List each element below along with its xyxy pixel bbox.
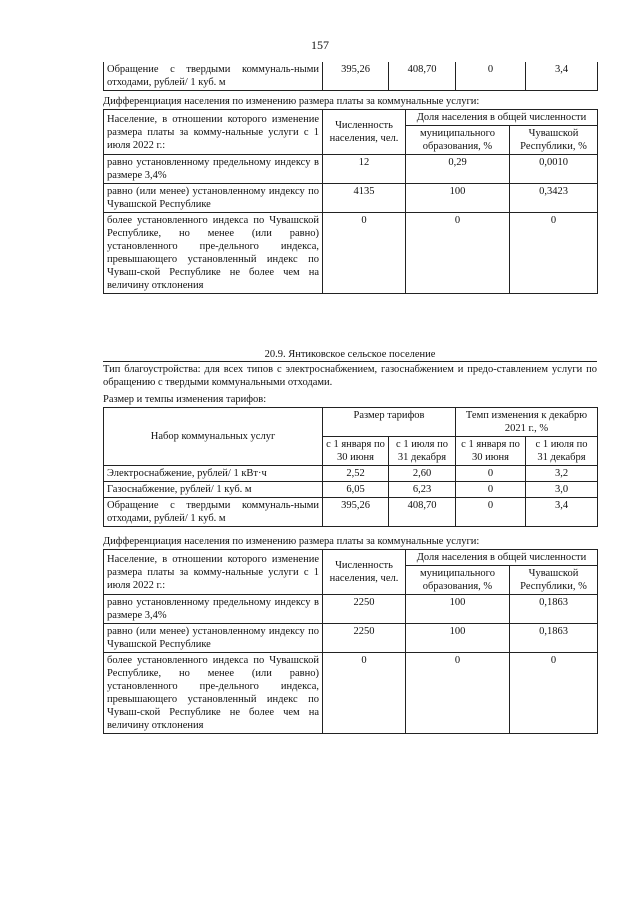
table-header-row — [104, 550, 598, 566]
header-count: Численность населения, чел. — [323, 110, 406, 155]
cell-value: 2,60 — [389, 466, 456, 482]
tariff-table-continuation — [103, 62, 597, 91]
table-row — [104, 595, 598, 624]
cell-value: 100 — [406, 595, 510, 624]
row-label: равно (или менее) установленному индексу по Чувашской Республике — [104, 184, 323, 213]
cell-value: 12 — [323, 155, 406, 184]
row-label: более установленного индекса по Чувашской Республике, но менее (или равно) установленного пре-дельного индекса, превышающего установленный индекс по Чуваш-ской Республике не более чем на величину отклонения — [104, 653, 323, 734]
cell-value: 395,26 — [323, 62, 389, 91]
table-row — [104, 466, 598, 482]
row-label: Газоснабжение, рублей/ 1 куб. м — [104, 482, 323, 498]
table-row — [104, 62, 598, 91]
cell-value: 0,0010 — [510, 155, 598, 184]
diff-heading-2: Дифференциация населения по изменению размера платы за коммунальные услуги: — [103, 536, 480, 547]
cell-value: 0,3423 — [510, 184, 598, 213]
cell-value: 6,05 — [323, 482, 389, 498]
section-title: 20.9. Янтиковское сельское поселение — [103, 348, 597, 362]
cell-value: 2250 — [323, 595, 406, 624]
cell-value: 0 — [323, 213, 406, 294]
cell-value: 0 — [510, 213, 598, 294]
cell-value: 0 — [406, 653, 510, 734]
cell-value: 2,52 — [323, 466, 389, 482]
row-label: Обращение с твердыми коммуналь-ными отходами, рублей/ 1 куб. м — [104, 62, 323, 91]
header-rate: Темп изменения к декабрю 2021 г., % — [456, 408, 598, 437]
header-republic: Чувашской Республики, % — [510, 126, 598, 155]
cell-value: 3,4 — [526, 62, 598, 91]
cell-value: 6,23 — [389, 482, 456, 498]
header-municipal: муниципального образования, % — [406, 126, 510, 155]
row-label: равно (или менее) установленному индексу по Чувашской Республике — [104, 624, 323, 653]
table-row — [104, 498, 598, 527]
diff-table-1 — [103, 109, 597, 294]
cell-value: 3,0 — [526, 482, 598, 498]
header-share: Доля населения в общей численности — [406, 550, 598, 566]
cell-value: 3,4 — [526, 498, 598, 527]
cell-value: 100 — [406, 184, 510, 213]
table-row — [104, 155, 598, 184]
cell-value: 408,70 — [389, 62, 456, 91]
cell-value: 0 — [510, 653, 598, 734]
table-row — [104, 624, 598, 653]
cell-value: 0 — [456, 482, 526, 498]
header-period: с 1 июля по 31 декабря — [389, 437, 456, 466]
cell-value: 0,1863 — [510, 624, 598, 653]
table-header-row — [104, 408, 598, 437]
tariff-table — [103, 407, 597, 527]
cell-value: 395,26 — [323, 498, 389, 527]
header-share: Доля населения в общей численности — [406, 110, 598, 126]
header-republic: Чувашской Республики, % — [510, 566, 598, 595]
cell-value: 3,2 — [526, 466, 598, 482]
header-population: Население, в отношении которого изменение размера платы за комму-нальные услуги с 1 июля 2022 г.: — [104, 550, 323, 595]
header-population: Население, в отношении которого изменение размера платы за комму-нальные услуги с 1 июля 2022 г.: — [104, 110, 323, 155]
table-row — [104, 213, 598, 294]
cell-value: 100 — [406, 624, 510, 653]
row-label: Электроснабжение, рублей/ 1 кВт·ч — [104, 466, 323, 482]
improvement-text: Тип благоустройства: для всех типов с электроснабжением, газоснабжением и предо-ставлением услуги по обращению с твердыми коммунальными отходами. — [103, 364, 597, 388]
table-row — [104, 653, 598, 734]
header-municipal: муниципального образования, % — [406, 566, 510, 595]
page-number: 157 — [311, 38, 329, 52]
cell-value: 0 — [323, 653, 406, 734]
cell-value: 0 — [456, 466, 526, 482]
diff-table-2 — [103, 549, 597, 734]
row-label: равно установленному предельному индексу в размере 3,4% — [104, 155, 323, 184]
cell-value: 408,70 — [389, 498, 456, 527]
header-period: с 1 января по 30 июня — [456, 437, 526, 466]
cell-value: 0 — [456, 62, 526, 91]
row-label: Обращение с твердыми коммуналь-ными отходами, рублей/ 1 куб. м — [104, 498, 323, 527]
header-size: Размер тарифов — [323, 408, 456, 437]
cell-value: 0,1863 — [510, 595, 598, 624]
tariff-heading: Размер и темпы изменения тарифов: — [103, 394, 267, 405]
table-row — [104, 184, 598, 213]
cell-value: 0 — [456, 498, 526, 527]
cell-value: 2250 — [323, 624, 406, 653]
table-row — [104, 482, 598, 498]
header-period: с 1 июля по 31 декабря — [526, 437, 598, 466]
cell-value: 0 — [406, 213, 510, 294]
table-header-row — [104, 110, 598, 126]
header-services: Набор коммунальных услуг — [104, 408, 323, 466]
row-label: равно установленному предельному индексу в размере 3,4% — [104, 595, 323, 624]
header-period: с 1 января по 30 июня — [323, 437, 389, 466]
cell-value: 0,29 — [406, 155, 510, 184]
row-label: более установленного индекса по Чувашской Республике, но менее (или равно) установленного пре-дельного индекса, превышающего установленный индекс по Чуваш-ской Республике не более чем на величину отклонения — [104, 213, 323, 294]
cell-value: 4135 — [323, 184, 406, 213]
header-count: Численность населения, чел. — [323, 550, 406, 595]
diff-heading: Дифференциация населения по изменению размера платы за коммунальные услуги: — [103, 96, 480, 107]
